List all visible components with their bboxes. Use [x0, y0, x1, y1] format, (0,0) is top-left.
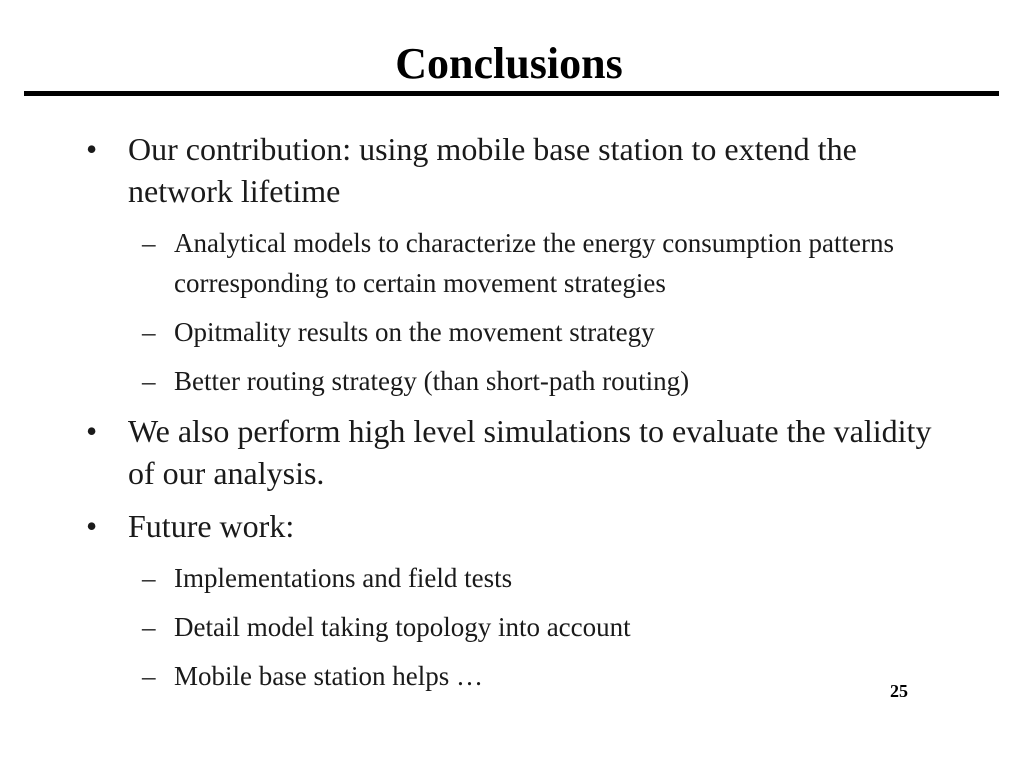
bullet-list: [86, 128, 966, 705]
sub-bullet-detail-model: [86, 607, 966, 647]
bullet-text: Future work:: [128, 508, 295, 544]
slide-title: Conclusions: [395, 39, 623, 88]
title-divider: [24, 91, 999, 96]
sub-bullet-text: Opitmality results on the movement strategy: [174, 317, 655, 347]
sub-bullet-implementations: [86, 558, 966, 598]
sub-bullet-text: Analytical models to characterize the energy consumption patterns corresponding to certain movement strategies: [174, 228, 894, 298]
bullet-icon: •: [86, 508, 98, 544]
sub-bullet-optimality: [86, 312, 966, 352]
bullet-item-future-work: [86, 505, 966, 547]
dash-icon: –: [142, 661, 156, 691]
bullet-item-contribution: [86, 128, 966, 212]
sub-bullet-text: Detail model taking topology into account: [174, 612, 631, 642]
bullet-text: Our contribution: using mobile base station to extend the network lifetime: [128, 131, 857, 209]
sub-bullet-routing: [86, 361, 966, 401]
dash-icon: –: [142, 228, 156, 258]
sub-bullet-text: Better routing strategy (than short-path routing): [174, 366, 690, 396]
bullet-text: We also perform high level simulations to evaluate the validity of our analysis.: [128, 413, 932, 491]
bullet-item-simulations: [86, 410, 966, 494]
sub-bullet-text: Implementations and field tests: [174, 563, 513, 593]
dash-icon: –: [142, 563, 156, 593]
sub-bullet-text: Mobile base station helps …: [174, 661, 483, 691]
dash-icon: –: [142, 366, 156, 396]
bullet-icon: •: [86, 131, 98, 167]
dash-icon: –: [142, 317, 156, 347]
sub-bullet-mobile-base-station: [86, 656, 966, 696]
sub-bullet-analytical-models: [86, 223, 966, 303]
dash-icon: –: [142, 612, 156, 642]
bullet-icon: •: [86, 413, 98, 449]
page-number: 25: [890, 681, 908, 701]
